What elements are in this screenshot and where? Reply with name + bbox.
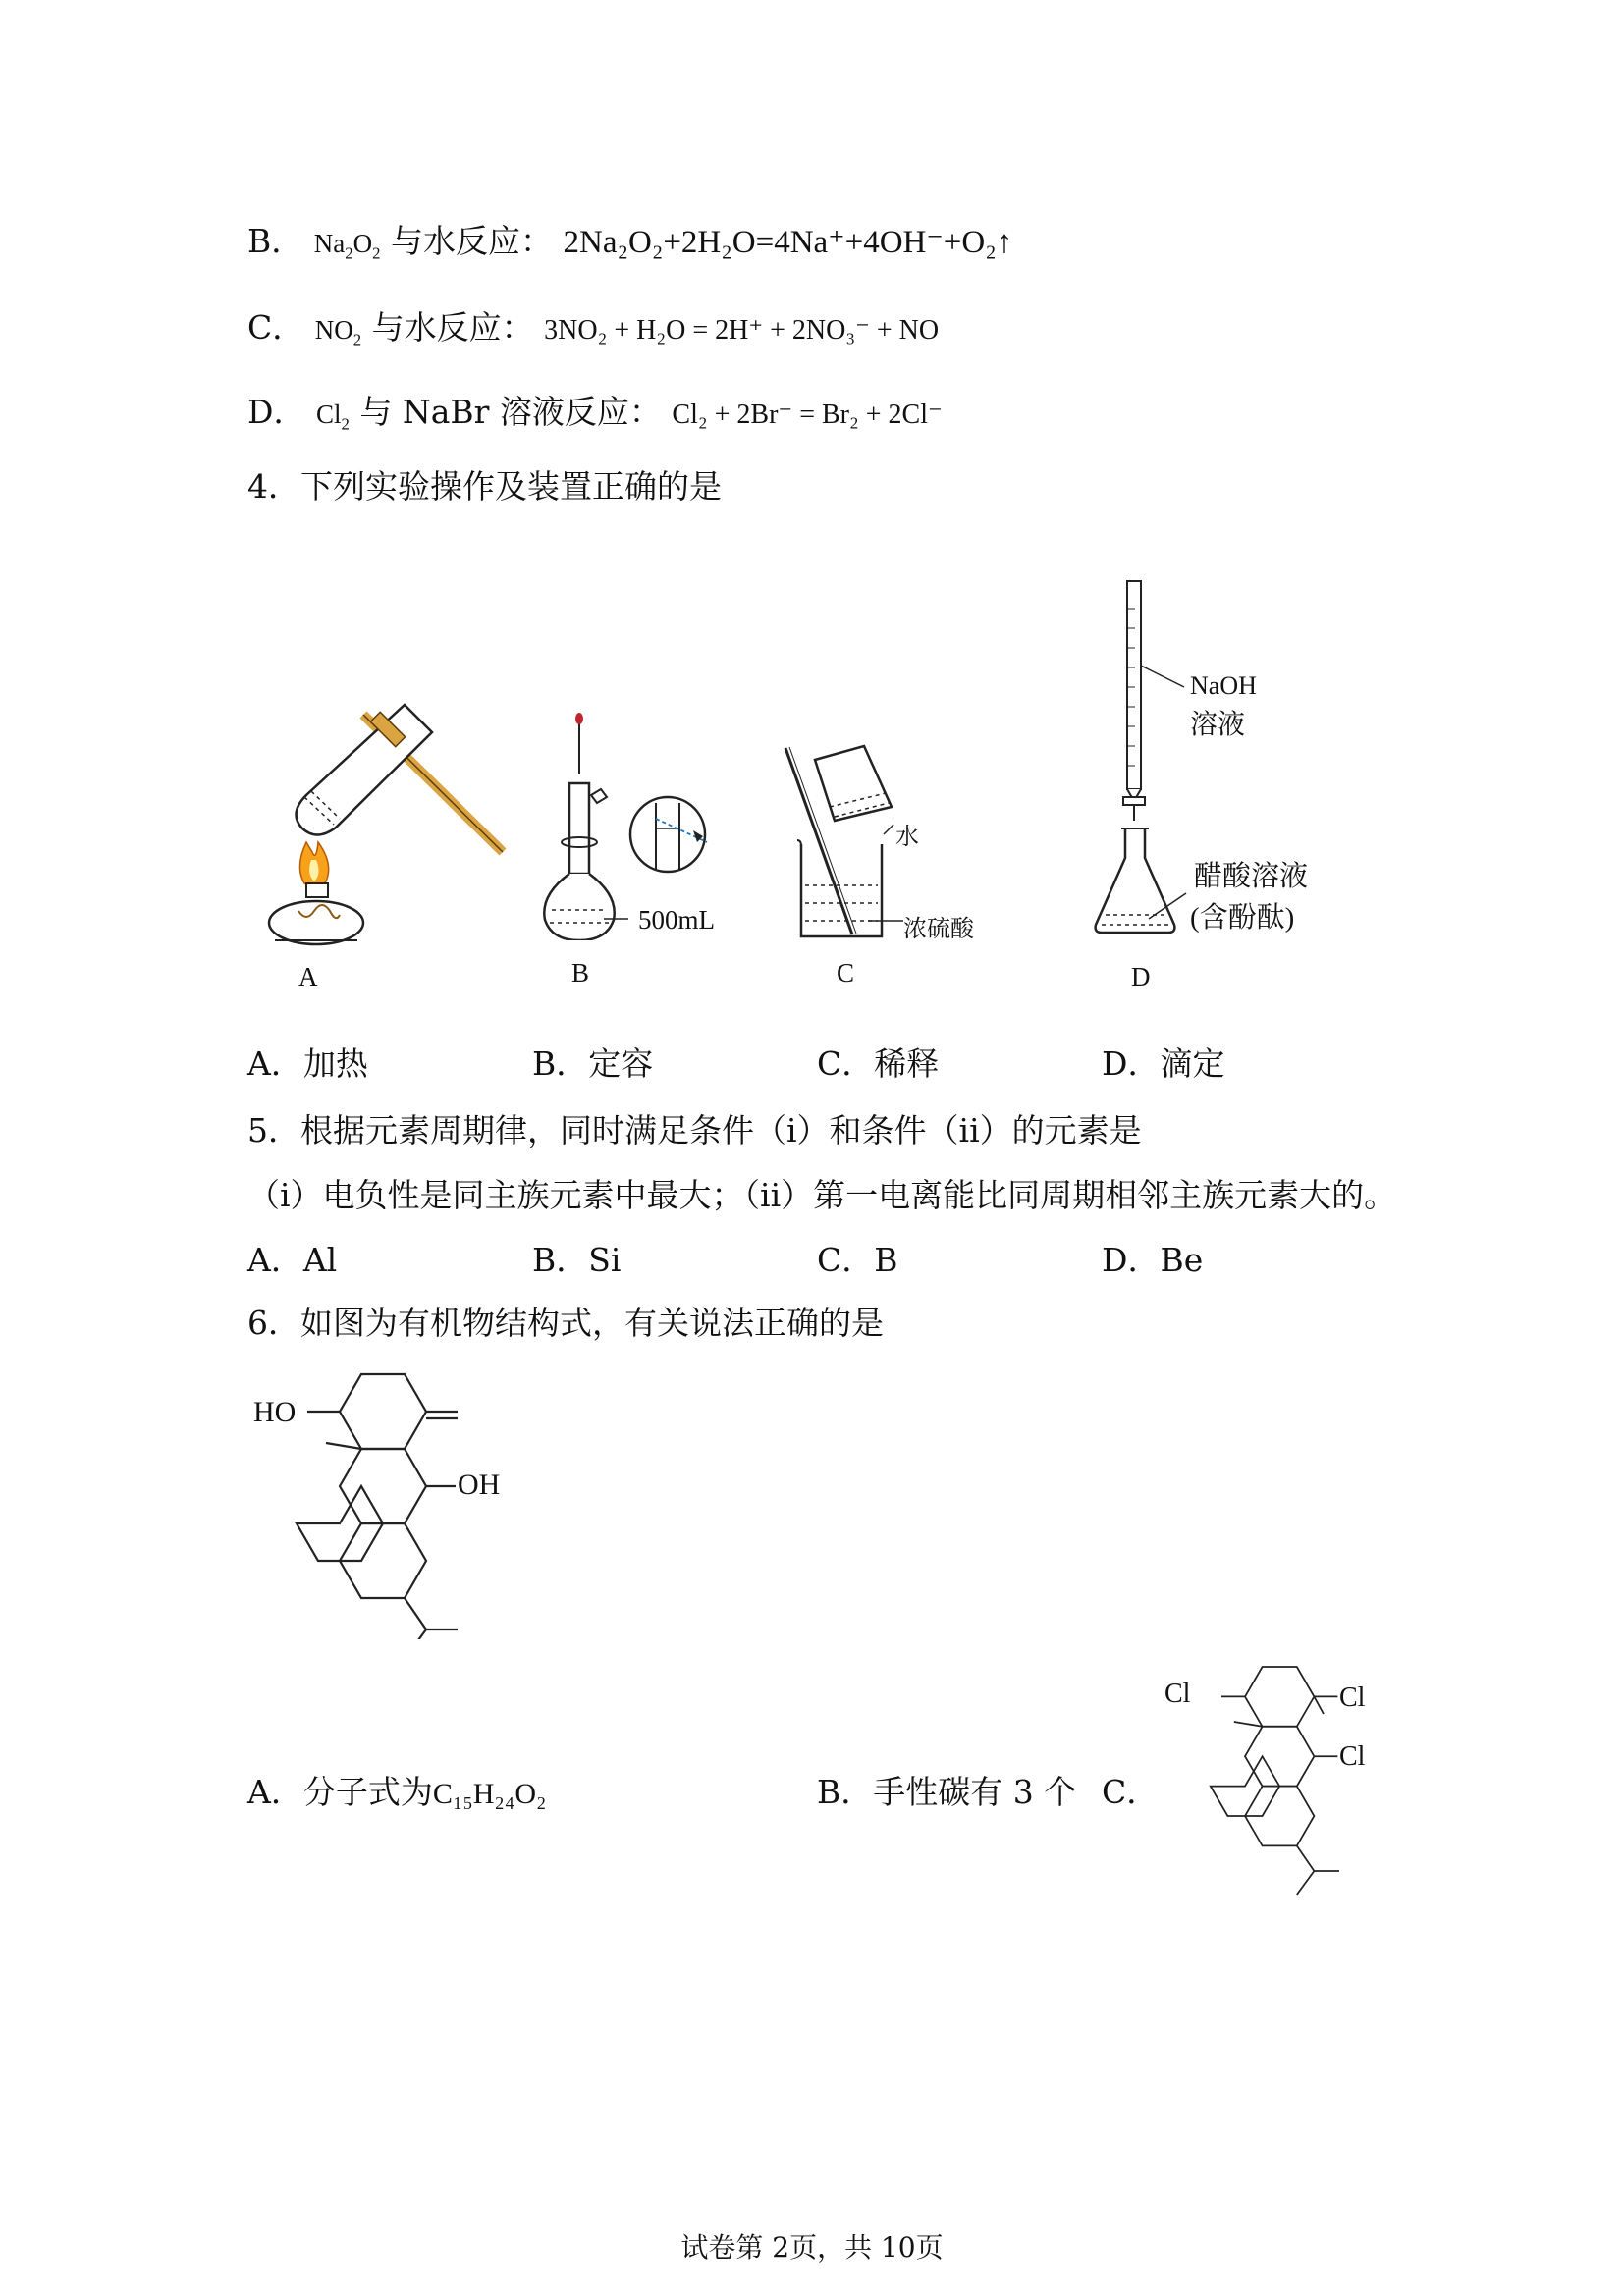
q4-option-b: B．定容 [532, 1044, 654, 1083]
q5-option-d: D．Be [1102, 1241, 1204, 1279]
cl-label-right: Cl [1339, 1741, 1366, 1772]
q4-option-d: D．滴定 [1102, 1044, 1225, 1083]
oh-label: OH [458, 1468, 501, 1501]
q6-option-a: A．分子式为C₁₅H₂₄O₂ [247, 1773, 547, 1811]
conical-flask [1096, 828, 1175, 933]
cl-label-left: Cl [1164, 1679, 1191, 1709]
figure-a-heating [257, 695, 514, 956]
phenolphthalein-label: (含酚酞) [1190, 902, 1295, 934]
q4-option-a: A．加热 [247, 1044, 368, 1083]
q4-stem: 4．下列实验操作及装置正确的是 [247, 467, 722, 506]
no2-formula: $NO_2$ [314, 315, 362, 349]
burette [1127, 581, 1141, 789]
figure-c-label: C [837, 958, 855, 988]
dropper-bulb [575, 713, 583, 724]
naoh-solution-label: 溶液 [1190, 710, 1246, 740]
test-tube [297, 705, 432, 835]
molecular-formula: C₁₅H₂₄O₂ [432, 1778, 547, 1810]
q6-option-b: B．手性碳有 3 个 [817, 1773, 1077, 1811]
q5-option-a: A．Al [247, 1241, 338, 1279]
ho-label: HO [253, 1396, 297, 1428]
flask-bulb [544, 874, 614, 940]
q3-option-b: B． $Na_2O_2$ 与水反应： 2Na₂O₂+2H₂O=4Na⁺+4OH⁻+O₂↑ [247, 222, 1013, 263]
q6-option-c: C． [1102, 1773, 1160, 1811]
water-label: 水 [895, 825, 919, 850]
page-footer: 试卷第 2页，共 10页 [680, 2231, 944, 2264]
q5-option-c: C．B [817, 1241, 898, 1279]
q3-d-equation: Cl₂ + 2Br⁻ = Br₂ + 2Cl⁻ [672, 400, 943, 430]
figure-d-label: D [1131, 962, 1151, 991]
q3-c-equation: 3NO₂ + H₂O = 2H⁺ + 2NO₃⁻ + NO [544, 315, 940, 346]
figure-d-titration [1090, 579, 1188, 942]
flask-neck [569, 783, 589, 874]
q6-stem: 6．如图为有机物结构式，有关说法正确的是 [247, 1304, 884, 1342]
conc-acid-label: 浓硫酸 [903, 917, 974, 942]
q5-conditions: （i）电负性是同主族元素中最大；（ii）第一电离能比同周期相邻主族元素大的。 [247, 1176, 1397, 1214]
cl2-formula: $Cl_2$ [315, 400, 350, 434]
figure-b-label: B [571, 958, 590, 988]
figure-a-label: A [298, 962, 318, 991]
naoh-label: NaOH [1190, 671, 1257, 700]
stopcock [1123, 797, 1145, 805]
cl-label-top-right: Cl [1339, 1682, 1366, 1713]
acetic-acid-label: 醋酸溶液 [1194, 861, 1309, 892]
magnified-meniscus [630, 797, 705, 872]
q5-stem: 5．根据元素周期律，同时满足条件（i）和条件（ii）的元素是 [247, 1111, 1142, 1149]
flask-volume-label: 500mL [638, 905, 715, 934]
q3-option-d: D． $Cl_2$ 与 NaBr 溶液反应： Cl₂ + 2Br⁻ = Br₂ + 2Cl⁻ [247, 393, 943, 434]
na2o2-formula: $Na_2O_2$ [313, 229, 381, 263]
q3-b-equation: 2Na₂O₂+2H₂O=4Na⁺+4OH⁻+O₂↑ [563, 225, 1013, 260]
q3-option-c: C． $NO_2$ 与水反应： 3NO₂ + H₂O = 2H⁺ + 2NO₃⁻ + NO [247, 308, 940, 349]
q4-option-c: C．稀释 [817, 1044, 940, 1083]
q5-option-b: B．Si [532, 1241, 622, 1279]
